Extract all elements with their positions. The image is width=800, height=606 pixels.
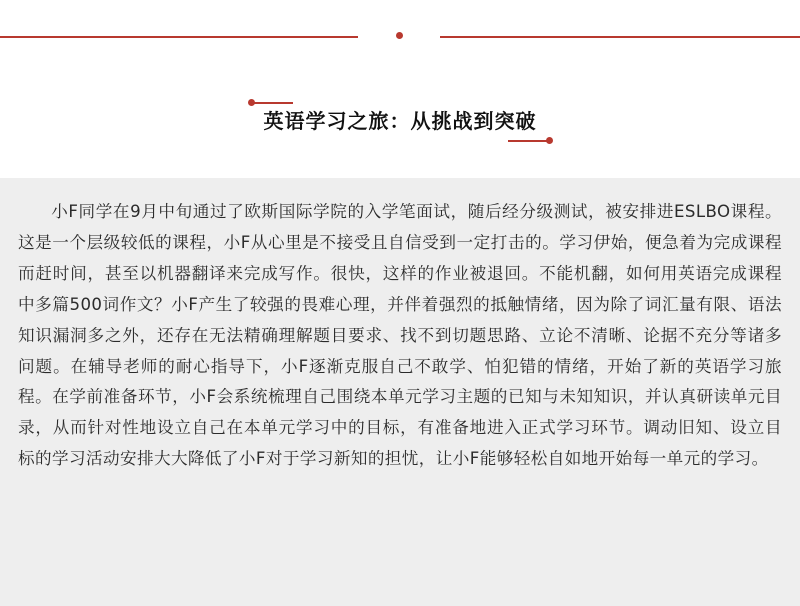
top-divider-left xyxy=(0,36,358,38)
title-decoration-bottom-right xyxy=(508,140,550,142)
title-decoration-top-left xyxy=(251,102,293,104)
title-decoration-dot xyxy=(546,137,553,144)
article-title: 英语学习之旅：从挑战到突破 xyxy=(263,109,537,133)
article-paragraph: 小F同学在9月中旬通过了欧斯国际学院的入学笔面试，随后经分级测试，被安排进ESLBO课程。这是一个层级较低的课程，小F从心里是不接受且自信受到一定打击的。学习伊始，便急着为完成课程而赶时间，甚至以机器翻译来完成写作。很快，这样的作业被退回。不能机翻，如何用英语完成课程中多篇500词作文？小F产生了较强的畏难心理，并伴着强烈的抵触情绪，因为除了词汇量有限、语法知识漏洞多之外，还存在无法精确理解题目要求、找不到切题思路、立论不清晰、论据不充分等诸多问题。在辅导老师的耐心指导下，小F逐渐克服自己不敢学、怕犯错的情绪，开始了新的英语学习旅程。在学前准备环节，小F会系统梳理自己围绕本单元学习主题的已知与未知知识，并认真研读单元目录，从而针对性地设立自己在本单元学习中的目标，有准备地进入正式学习环节。调动旧知、设立目标的学习活动安排大大降低了小F对于学习新知的担忧，让小F能够轻松自如地开始每一单元的学习。 xyxy=(18,202,782,469)
title-decoration-dot xyxy=(248,99,255,106)
top-divider-dot xyxy=(396,32,403,39)
top-divider-right xyxy=(440,36,800,38)
article-body-panel xyxy=(0,178,800,606)
title-block xyxy=(0,96,800,148)
